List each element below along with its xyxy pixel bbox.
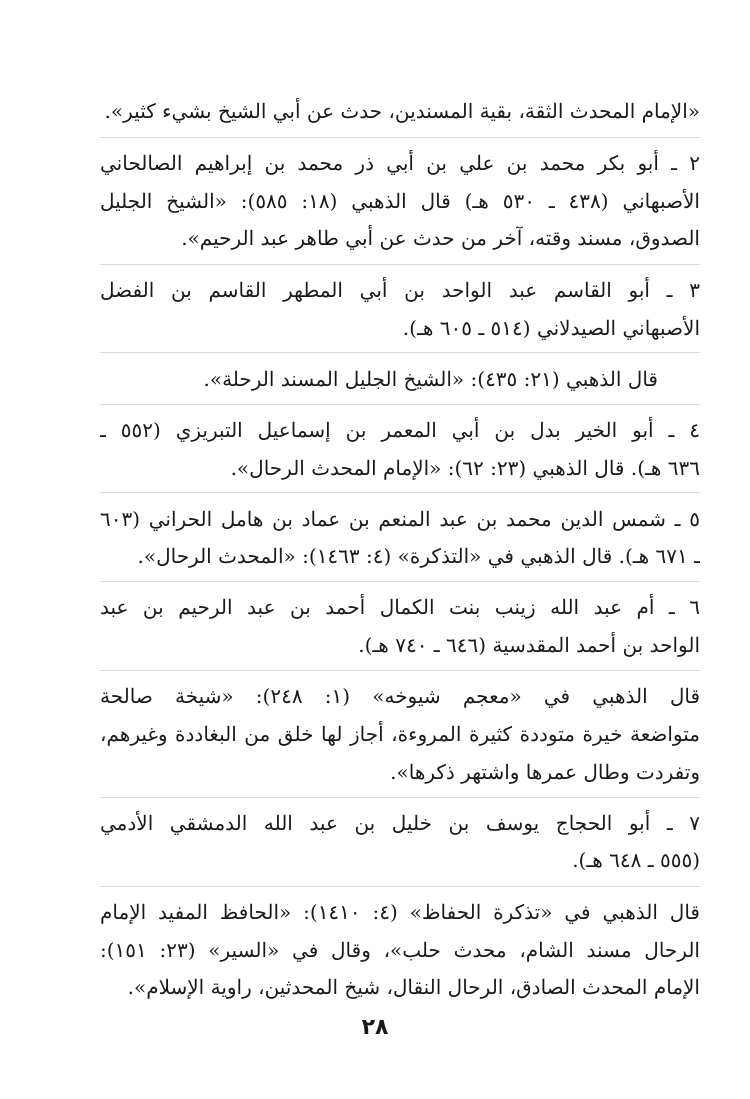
paragraph-separator bbox=[100, 581, 700, 582]
text-line-21: الإمام المحدث الصادق، الرحال النقال، شيخ المحدثين، راوية الإسلام». bbox=[127, 975, 700, 999]
text-line-7: قال الذهبي (٢١: ٤٣٥): «الشيخ الجليل المسند الرحلة». bbox=[203, 367, 658, 391]
text-line-4: الصدوق، مسند وقته، آخر من حدث عن أبي طاهر عبد الرحيم». bbox=[181, 226, 700, 250]
paragraph-separator bbox=[100, 492, 700, 493]
text-line-18: (٥٥٥ ـ ٦٤٨ هـ). bbox=[572, 848, 700, 872]
text-line-15: متواضعة خيرة متوددة كثيرة المروءة، أجاز لها خلق من البغاددة وغيرهم، bbox=[100, 722, 700, 746]
text-line-9: ٦٣٦ هـ). قال الذهبي (٢٣: ٦٢): «الإمام المحدث الرحال». bbox=[230, 456, 700, 480]
paragraph-separator bbox=[100, 404, 700, 405]
paragraph-separator bbox=[100, 264, 700, 265]
text-line-19: قال الذهبي في «تذكرة الحفاظ» (٤: ١٤١٠): «الحافظ المفيد الإمام bbox=[100, 900, 700, 924]
text-line-8: ٤ ـ أبو الخير بدل بن أبي المعمر بن إسماعيل التبريزي (٥٥٢ ـ bbox=[100, 418, 700, 442]
text-line-16: وتفردت وطال عمرها واشتهر ذكرها». bbox=[390, 760, 700, 784]
paragraph-separator bbox=[100, 886, 700, 887]
text-line-12: ٦ ـ أم عبد الله زينب بنت الكمال أحمد بن عبد الرحيم بن عبد bbox=[100, 595, 700, 619]
text-line-13: الواحد بن أحمد المقدسية (٦٤٦ ـ ٧٤٠ هـ). bbox=[358, 633, 700, 657]
page-number: ٢٨ bbox=[361, 1015, 389, 1040]
text-line-2: ٢ ـ أبو بكر محمد بن علي بن أبي ذر محمد بن إبراهيم الصالحاني bbox=[100, 151, 700, 175]
text-line-5: ٣ ـ أبو القاسم عبد الواحد بن أبي المطهر القاسم بن الفضل bbox=[100, 278, 700, 302]
text-line-20: الرحال مسند الشام، محدث حلب»، وقال في «السير» (٢٣: ١٥١): bbox=[100, 938, 700, 962]
text-line-17: ٧ ـ أبو الحجاج يوسف بن خليل بن عبد الله الدمشقي الأدمي bbox=[100, 811, 700, 835]
paragraph-separator bbox=[100, 670, 700, 671]
paragraph-separator bbox=[100, 352, 700, 353]
text-line-10: ٥ ـ شمس الدين محمد بن عبد المنعم بن عماد بن هامل الحراني (٦٠٣ bbox=[100, 507, 700, 531]
text-line-11: ـ ٦٧١ هـ). قال الذهبي في «التذكرة» (٤: ١٤٦٣): «المحدث الرحال». bbox=[137, 544, 700, 568]
text-line-3: الأصبهاني (٤٣٨ ـ ٥٣٠ هـ) قال الذهبي (١٨: ٥٨٥): «الشيخ الجليل bbox=[100, 189, 700, 213]
text-line-14: قال الذهبي في «معجم شيوخه» (١: ٢٤٨): «شيخة صالحة bbox=[100, 684, 700, 708]
paragraph-separator bbox=[100, 797, 700, 798]
paragraph-separator bbox=[100, 137, 700, 138]
text-line-6: الأصبهاني الصيدلاني (٥١٤ ـ ٦٠٥ هـ). bbox=[402, 316, 700, 340]
text-line-1: «الإمام المحدث الثقة، بقية المسندين، حدث عن أبي الشيخ بشيء كثير». bbox=[104, 99, 700, 123]
